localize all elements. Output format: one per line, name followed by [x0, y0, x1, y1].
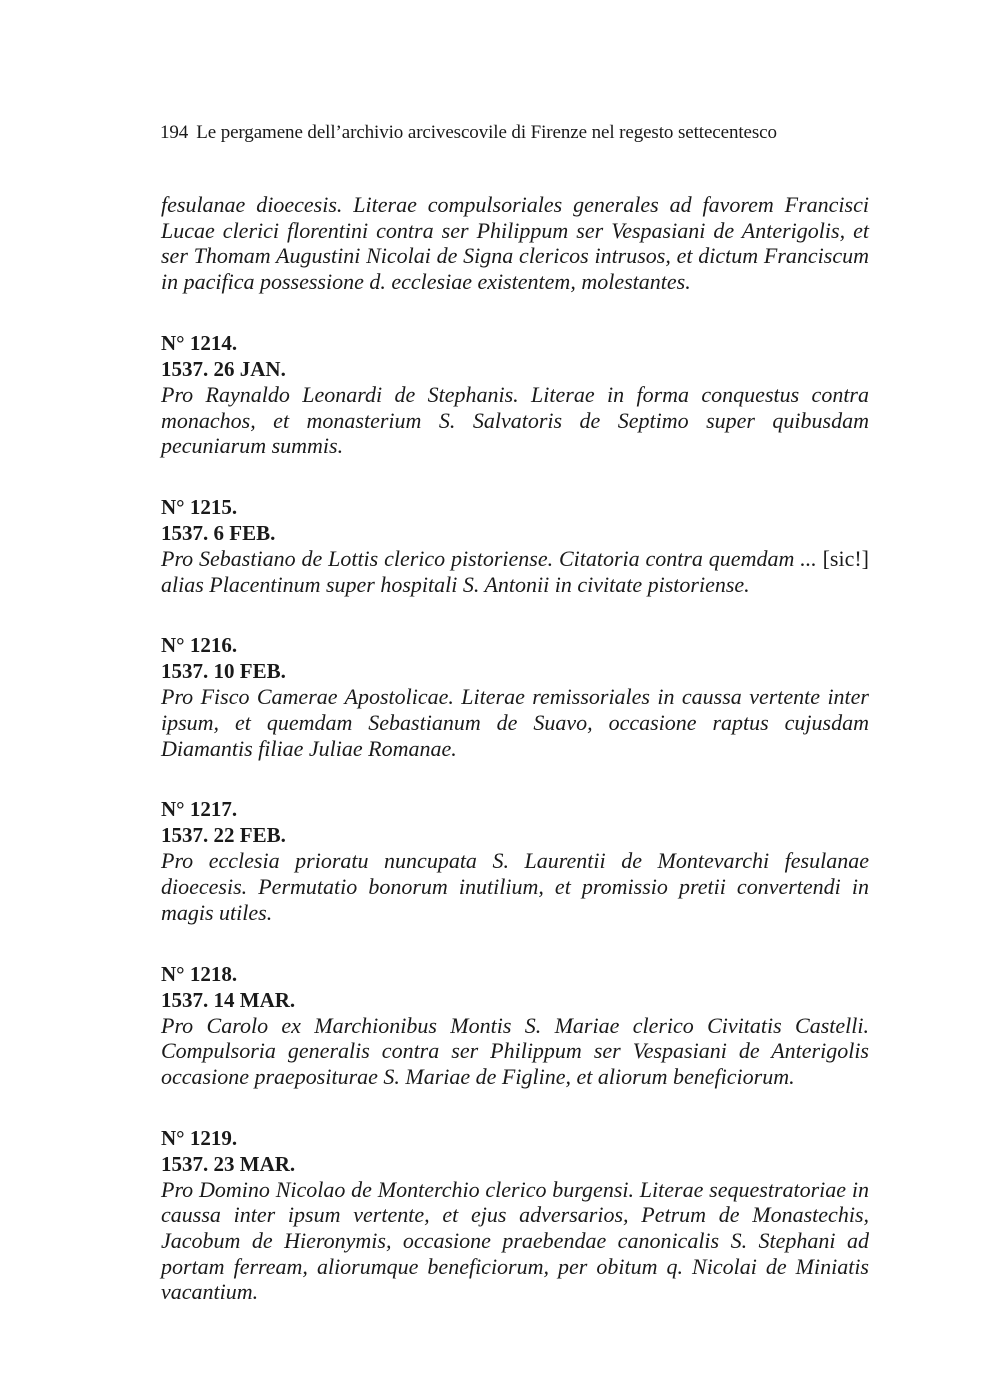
entry-number: N° 1217.: [161, 797, 238, 822]
regesto-entry-1219: [161, 1126, 869, 1306]
entry-date: 1537. 6 FEB.: [161, 520, 276, 545]
entry-date: 1537. 22 FEB.: [161, 823, 286, 848]
entry-text: Pro Carolo ex Marchionibus Montis S. Mariae clerico Civitatis Castelli. Compulsoria generalis contra ser Philippum ser Vespasiani de Anterigolis occasione praepositurae S. Mariae de Figline, et aliorum beneficiorum.: [161, 1012, 869, 1089]
entry-text-part: alias Placentinum super hospitali S. Antonii in civitate pistoriense.: [161, 571, 750, 597]
entry-text: [161, 546, 869, 597]
page-body: [161, 192, 869, 1305]
running-header: [160, 121, 880, 145]
entry-number: N° 1218.: [161, 961, 238, 986]
entry-date: 1537. 23 MAR.: [161, 1151, 296, 1176]
entry-text: Pro Domino Nicolao de Monterchio clerico burgensi. Literae sequestratoriae in caussa inter ipsum vertente, et ejus adversarios, Petrum de Monastechis, Jacobum de Hieronymis, occasione praebendae canonicalis S. Stephani ad portam ferream, aliorumque beneficiorum, per obitum q. Nicolai de Miniatis vacantium.: [161, 1176, 869, 1305]
entry-number: N° 1215.: [161, 494, 238, 519]
entry-date: 1537. 26 JAN.: [161, 356, 286, 381]
regesto-entry-1217: [161, 797, 869, 925]
entry-text: Pro ecclesia prioratu nuncupata S. Laurentii de Montevarchi fesulanae dioecesis. Permutatio bonorum inutilium, et promissio pretii convertendi in magis utiles.: [161, 848, 869, 925]
regesto-entry-1214: [161, 331, 869, 459]
page-number: 194: [160, 122, 189, 143]
editorial-sic-note: [sic!]: [822, 545, 869, 571]
regesto-entry-1216: [161, 633, 869, 761]
continuation-text: fesulanae dioecesis. Literae compulsoriales generales ad favorem Francisci Lucae clerici florentini contra ser Philippum ser Vespasiani de Anterigolis, et ser Thomam Augustini Nicolai de Signa clericos intrusos, et dictum Franciscum in pacifica possessione d. ecclesiae existentem, molestantes.: [161, 192, 869, 295]
entry-text-part: Pro Sebastiano de Lottis clerico pistoriense. Citatoria contra quemdam ...: [161, 545, 823, 571]
entry-text: Pro Raynaldo Leonardi de Stephanis. Literae in forma conquestus contra monachos, et monasterium S. Salvatoris de Septimo super quibusdam pecuniarum summis.: [161, 381, 869, 459]
entry-number: N° 1214.: [161, 330, 238, 355]
regesto-entry-1218: [161, 962, 869, 1090]
entry-text: Pro Fisco Camerae Apostolicae. Literae remissoriales in caussa vertente inter ipsum, et quemdam Sebastianum de Suavo, occasione raptus cujusdam Diamantis filiae Juliae Romanae.: [161, 684, 869, 761]
entry-date: 1537. 14 MAR.: [161, 987, 296, 1012]
entry-number: N° 1219.: [161, 1125, 238, 1150]
regesto-entry-1215: [161, 495, 869, 597]
entry-date: 1537. 10 FEB.: [161, 659, 286, 684]
entry-number: N° 1216.: [161, 633, 238, 658]
running-title: Le pergamene dell’archivio arcivescovile di Firenze nel regesto settecentesco: [196, 122, 777, 143]
